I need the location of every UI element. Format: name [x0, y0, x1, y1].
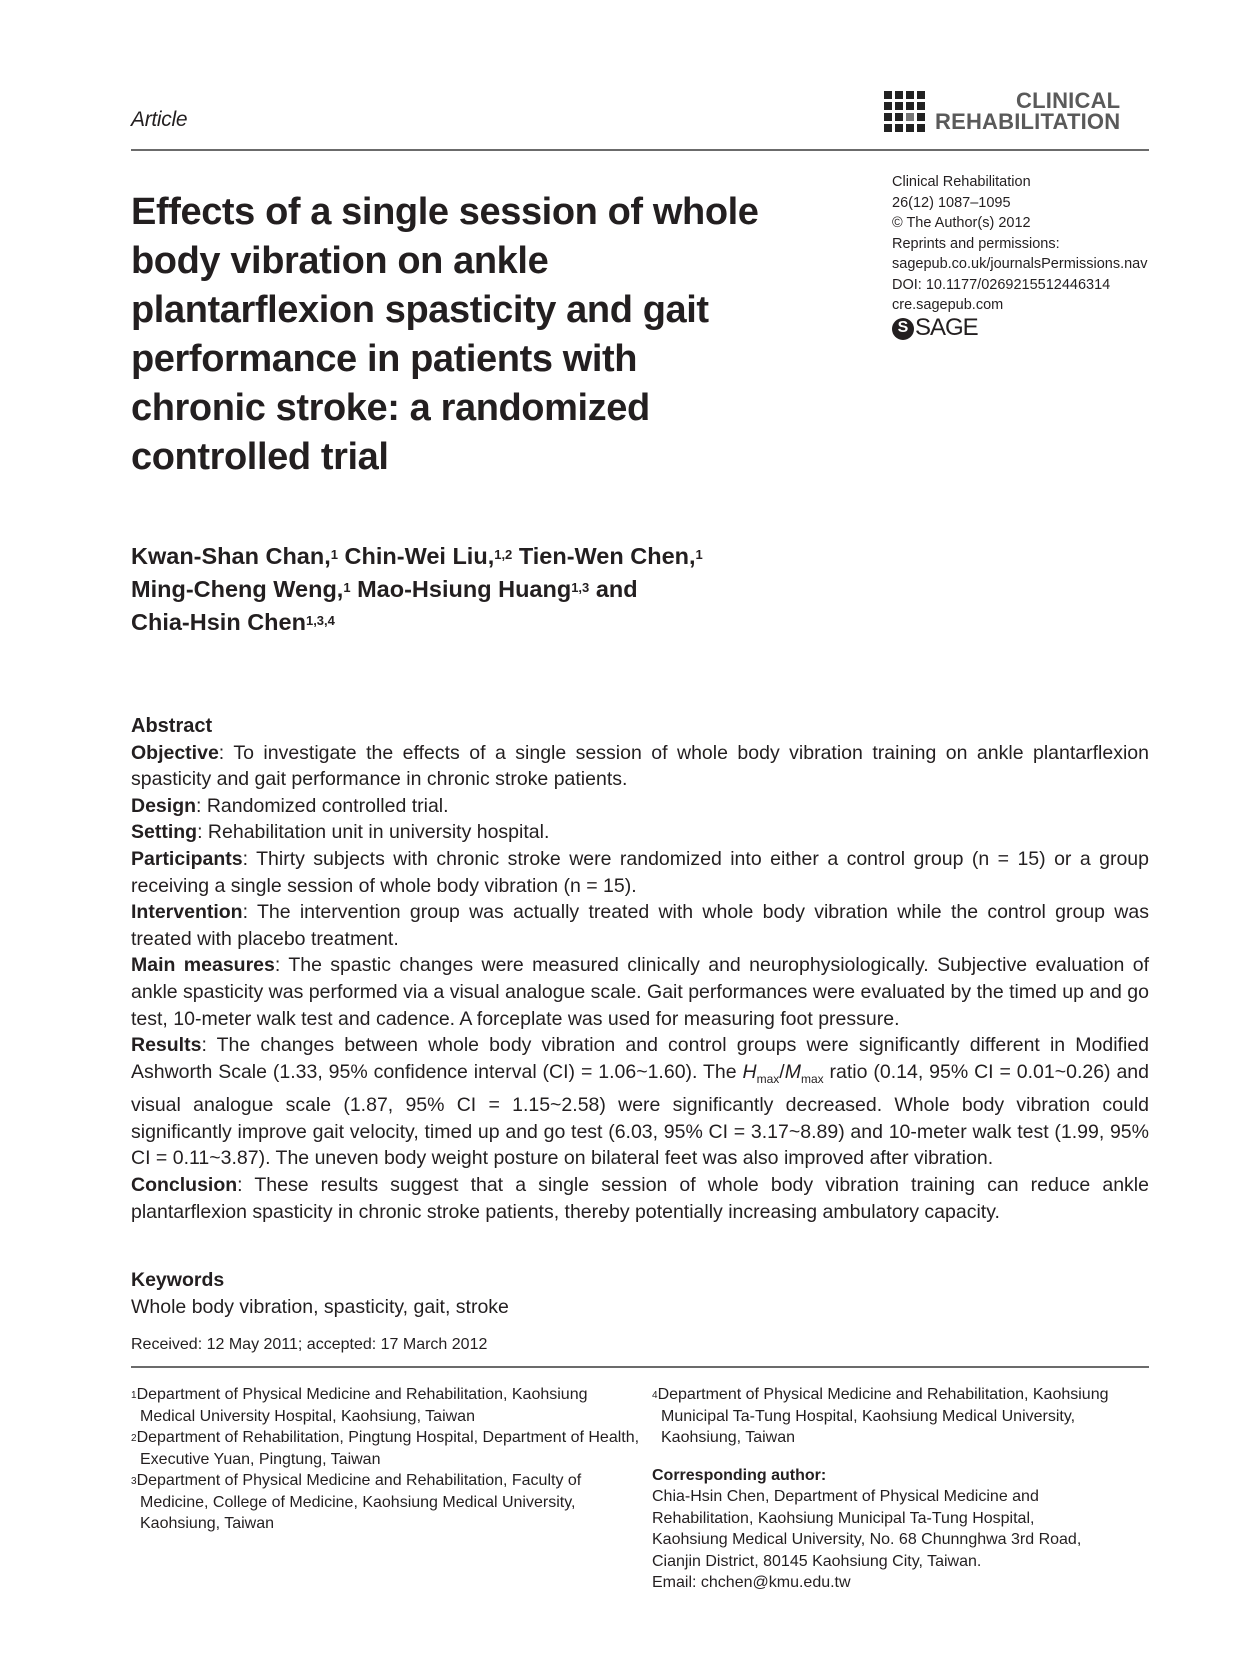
author: Ming-Cheng Weng,$^1$ [131, 576, 351, 602]
abstract-conclusion: Conclusion: These results suggest that a single session of whole body vibration training can reduce ankle plantarflexion spasticity in chronic stroke patients, thereby potentially increasing ambulatory capacity. [131, 1173, 1149, 1223]
keywords [131, 1267, 509, 1321]
affiliation: $^3$Department of Physical Medicine and Rehabilitation, Faculty of Medicine, College of Medicine, Kaohsiung Medical University, Kaohsiung, Taiwan [131, 1472, 582, 1532]
footer-divider [131, 1366, 1149, 1368]
corresponding-author [652, 1465, 1152, 1594]
corresponding-line: Kaohsiung Medical University, No. 68 Chunnghwa 3rd Road, [652, 1531, 1082, 1548]
abstract-results: Results: The changes between whole body vibration and control groups were significantly different in Modified Ashworth Scale (1.33, 95% confidence interval (CI) = 1.06~1.60). The $H_{max}/M_{max}$ ratio (0.14, 95% CI = 0.01~0.26) and visual analogue scale (1.87, 95% CI = 1.15~2.58) were significantly decreased. Whole body vibration could significantly improve gait velocity, timed up and go test (6.03, 95% CI = 3.17~8.89) and 10-meter walk test (1.99, 95% CI = 0.11~3.87). The uneven body weight posture on bilateral feet was also improved after vibration. [131, 1034, 1149, 1170]
volume-pages: 26(12) 1087–1095 [892, 194, 1011, 211]
email-link[interactable]: chchen@kmu.edu.tw [700, 1574, 851, 1591]
author: Chia-Hsin Chen$^{1,3,4}$ [131, 609, 335, 635]
corresponding-line: Chia-Hsin Chen, Department of Physical Medicine and [652, 1488, 1039, 1505]
doi[interactable]: DOI: 10.1177/0269215512446314 [892, 276, 1111, 293]
affiliation: $^4$Department of Physical Medicine and Rehabilitation, Kaohsiung Municipal Ta-Tung Hospital, Kaohsiung Medical University, Kaohsiung, Taiwan [652, 1386, 1109, 1446]
journal-website[interactable]: cre.sagepub.com [892, 297, 1004, 313]
author: Mao-Hsiung Huang$^{1,3}$ [357, 576, 590, 602]
author-list [131, 540, 931, 639]
publisher-name: SAGE [915, 314, 978, 342]
abstract-heading: Abstract [131, 715, 213, 737]
corresponding-line: Rehabilitation, Kaohsiung Municipal Ta-Tung Hospital, [652, 1509, 1035, 1527]
journal-logo-text [935, 90, 1120, 132]
affiliations-right [652, 1384, 1152, 1594]
article-type-label: Article [131, 108, 188, 131]
reprints-label: Reprints and permissions: [892, 235, 1060, 252]
abstract-setting: Setting: Rehabilitation unit in university hospital. [131, 821, 550, 844]
reprints-link[interactable]: sagepub.co.uk/journalsPermissions.nav [892, 256, 1148, 272]
affiliations-left [131, 1384, 641, 1535]
abstract-main-measures: Main measures: The spastic changes were measured clinically and neurophysiologically. Subjective evaluation of ankle spasticity was performed via a visual analogue scale. Gait performances were evaluated by the timed up and go test, 10-meter walk test and cadence. A forceplate was used for measuring foot pressure. [131, 954, 1150, 1030]
corresponding-author-heading: Corresponding author: [652, 1466, 827, 1484]
affiliation: $^1$Department of Physical Medicine and Rehabilitation, Kaohsiung Medical University Hospital, Kaohsiung, Taiwan [131, 1386, 588, 1425]
journal-logo-line1: CLINICAL [1016, 88, 1121, 113]
abstract [131, 713, 1149, 1225]
corresponding-email: Email: chchen@kmu.edu.tw [652, 1574, 851, 1591]
abstract-design: Design: Randomized controlled trial. [131, 794, 449, 817]
publication-meta [892, 172, 1148, 340]
abstract-intervention: Intervention: The intervention group was actually treated with whole body vibration while the control group was treated with placebo treatment. [131, 901, 1149, 950]
author-conjunction: and [595, 576, 638, 602]
corresponding-line: Cianjin District, 80145 Kaohsiung City, Taiwan. [652, 1552, 982, 1570]
paper-title: Effects of a single session of whole body vibration on ankle plantarflexion spasticity and gait performance in patients with chronic stroke: a randomized controlled trial [131, 191, 759, 478]
journal-logo [884, 90, 1120, 132]
keywords-text: Whole body vibration, spasticity, gait, stroke [131, 1296, 509, 1318]
copyright: © The Author(s) 2012 [892, 215, 1031, 231]
journal-logo-line2: REHABILITATION [935, 109, 1121, 134]
abstract-participants: Participants: Thirty subjects with chronic stroke were randomized into either a control group (n = 15) or a group receiving a single session of whole body vibration (n = 15). [131, 847, 1149, 897]
received-dates: Received: 12 May 2011; accepted: 17 March 2012 [131, 1336, 488, 1353]
header-divider [131, 149, 1149, 151]
dot-grid-icon [884, 91, 925, 132]
sage-s-icon: S [892, 318, 914, 340]
author: Kwan-Shan Chan,$^1$ [131, 543, 338, 569]
publisher-logo [892, 314, 1148, 342]
keywords-heading: Keywords [131, 1269, 225, 1291]
author: Chin-Wei Liu,$^{1,2}$ [344, 543, 513, 569]
author: Tien-Wen Chen,$^1$ [518, 543, 703, 569]
abstract-objective: Objective: To investigate the effects of a single session of whole body vibration training on ankle plantarflexion spasticity and gait performance in chronic stroke patients. [131, 741, 1149, 791]
journal-name: Clinical Rehabilitation [892, 174, 1031, 190]
affiliation: $^2$Department of Rehabilitation, Pingtung Hospital, Department of Health, Executive Yuan, Pingtung, Taiwan [131, 1429, 640, 1468]
